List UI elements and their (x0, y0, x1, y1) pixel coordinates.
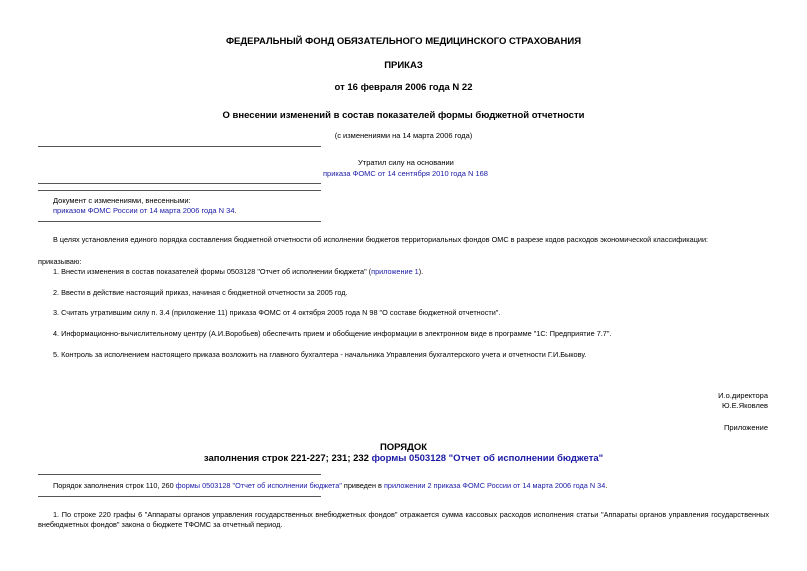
divider (38, 474, 321, 475)
doc-date-number: от 16 февраля 2006 года N 22 (334, 82, 473, 93)
amendments-note: (с изменениями на 14 марта 2006 года) (334, 131, 473, 140)
signature-name: Ю.Е.Яковлев (721, 401, 768, 410)
appendix-note-tail: . (605, 481, 608, 490)
divider (38, 190, 321, 191)
divider (38, 146, 321, 147)
appendix-note-mid: приведен в (341, 481, 384, 490)
item-1-tail: ). (418, 267, 424, 276)
divider (38, 221, 321, 222)
lost-force-label: Утратил силу на основании (358, 158, 454, 167)
lost-force-link[interactable]: приказа ФОМС от 14 сентября 2010 года N 168 (323, 169, 488, 178)
item-1-link[interactable]: приложение 1 (371, 267, 419, 276)
divider (38, 183, 321, 184)
preamble: В целях установления единого порядка составления бюджетной отчетности об исполнении бюджетов территориальных фондов ОМС в разрезе кодов расходов экономической классификации: (53, 235, 709, 244)
appendix-subtitle-link[interactable]: формы 0503128 "Отчет об исполнении бюджета" (371, 453, 604, 464)
list-item: 2. Ввести в действие настоящий приказ, начиная с бюджетной отчетности за 2005 год. (53, 288, 348, 297)
doc-type: ПРИКАЗ (384, 60, 423, 71)
order-word: приказываю: (38, 257, 82, 266)
changes-note-label: Документ с изменениями, внесенными: (53, 196, 191, 205)
item-1-text: 1. Внести изменения в состав показателей формы 0503128 "Отчет об исполнении бюджета" ( (53, 267, 372, 276)
doc-title: О внесении изменений в состав показателей формы бюджетной отчетности (222, 110, 585, 121)
divider (38, 496, 321, 497)
org-name: ФЕДЕРАЛЬНЫЙ ФОНД ОБЯЗАТЕЛЬНОГО МЕДИЦИНСКОГО СТРАХОВАНИЯ (225, 36, 582, 47)
appendix-label: Приложение (724, 423, 768, 432)
appendix-subtitle (0, 453, 807, 465)
list-item (53, 267, 423, 277)
changes-note-tail: . (234, 206, 237, 215)
changes-note-link[interactable]: приказом ФОМС России от 14 марта 2006 года N 34 (53, 206, 235, 215)
list-item: 5. Контроль за исполнением настоящего приказа возложить на главного бухгалтера - начальника Управления бухгалтерского учета и отчетности Г.И.Быкову. (53, 350, 587, 359)
appendix-note-link-order[interactable]: приложении 2 приказа ФОМС России от 14 марта 2006 года N 34 (383, 481, 606, 490)
changes-note-line (53, 206, 237, 216)
appendix-note-link-form[interactable]: формы 0503128 "Отчет об исполнении бюджета" (175, 481, 342, 490)
appendix-title: ПОРЯДОК (379, 442, 428, 453)
list-item: 3. Считать утратившим силу п. 3.4 (приложение 11) приказа ФОМС от 4 октября 2005 года N 98 "О составе бюджетной отчетности". (53, 308, 501, 317)
list-item: 4. Информационно-вычислительному центру (А.И.Воробьев) обеспечить прием и обобщение информации в электронном виде в программе "1С: Предприятие 7.7". (53, 329, 612, 338)
signature-position: И.о.директора (718, 391, 768, 400)
appendix-note (53, 481, 607, 491)
appendix-paragraph-1: 1. По строке 220 графы 6 "Аппараты органов управления государственных внебюджетных фондов" отражается сумма кассовых расходов исполнения статьи "Аппараты органов управления государственных внебюджетных фондов" закона о бюджете ТФОМС за отчетный период. (38, 510, 769, 529)
appendix-subtitle-text: заполнения строк 221-227; 231; 232 (203, 453, 372, 464)
appendix-note-text: Порядок заполнения строк 110, 260 (53, 481, 176, 490)
